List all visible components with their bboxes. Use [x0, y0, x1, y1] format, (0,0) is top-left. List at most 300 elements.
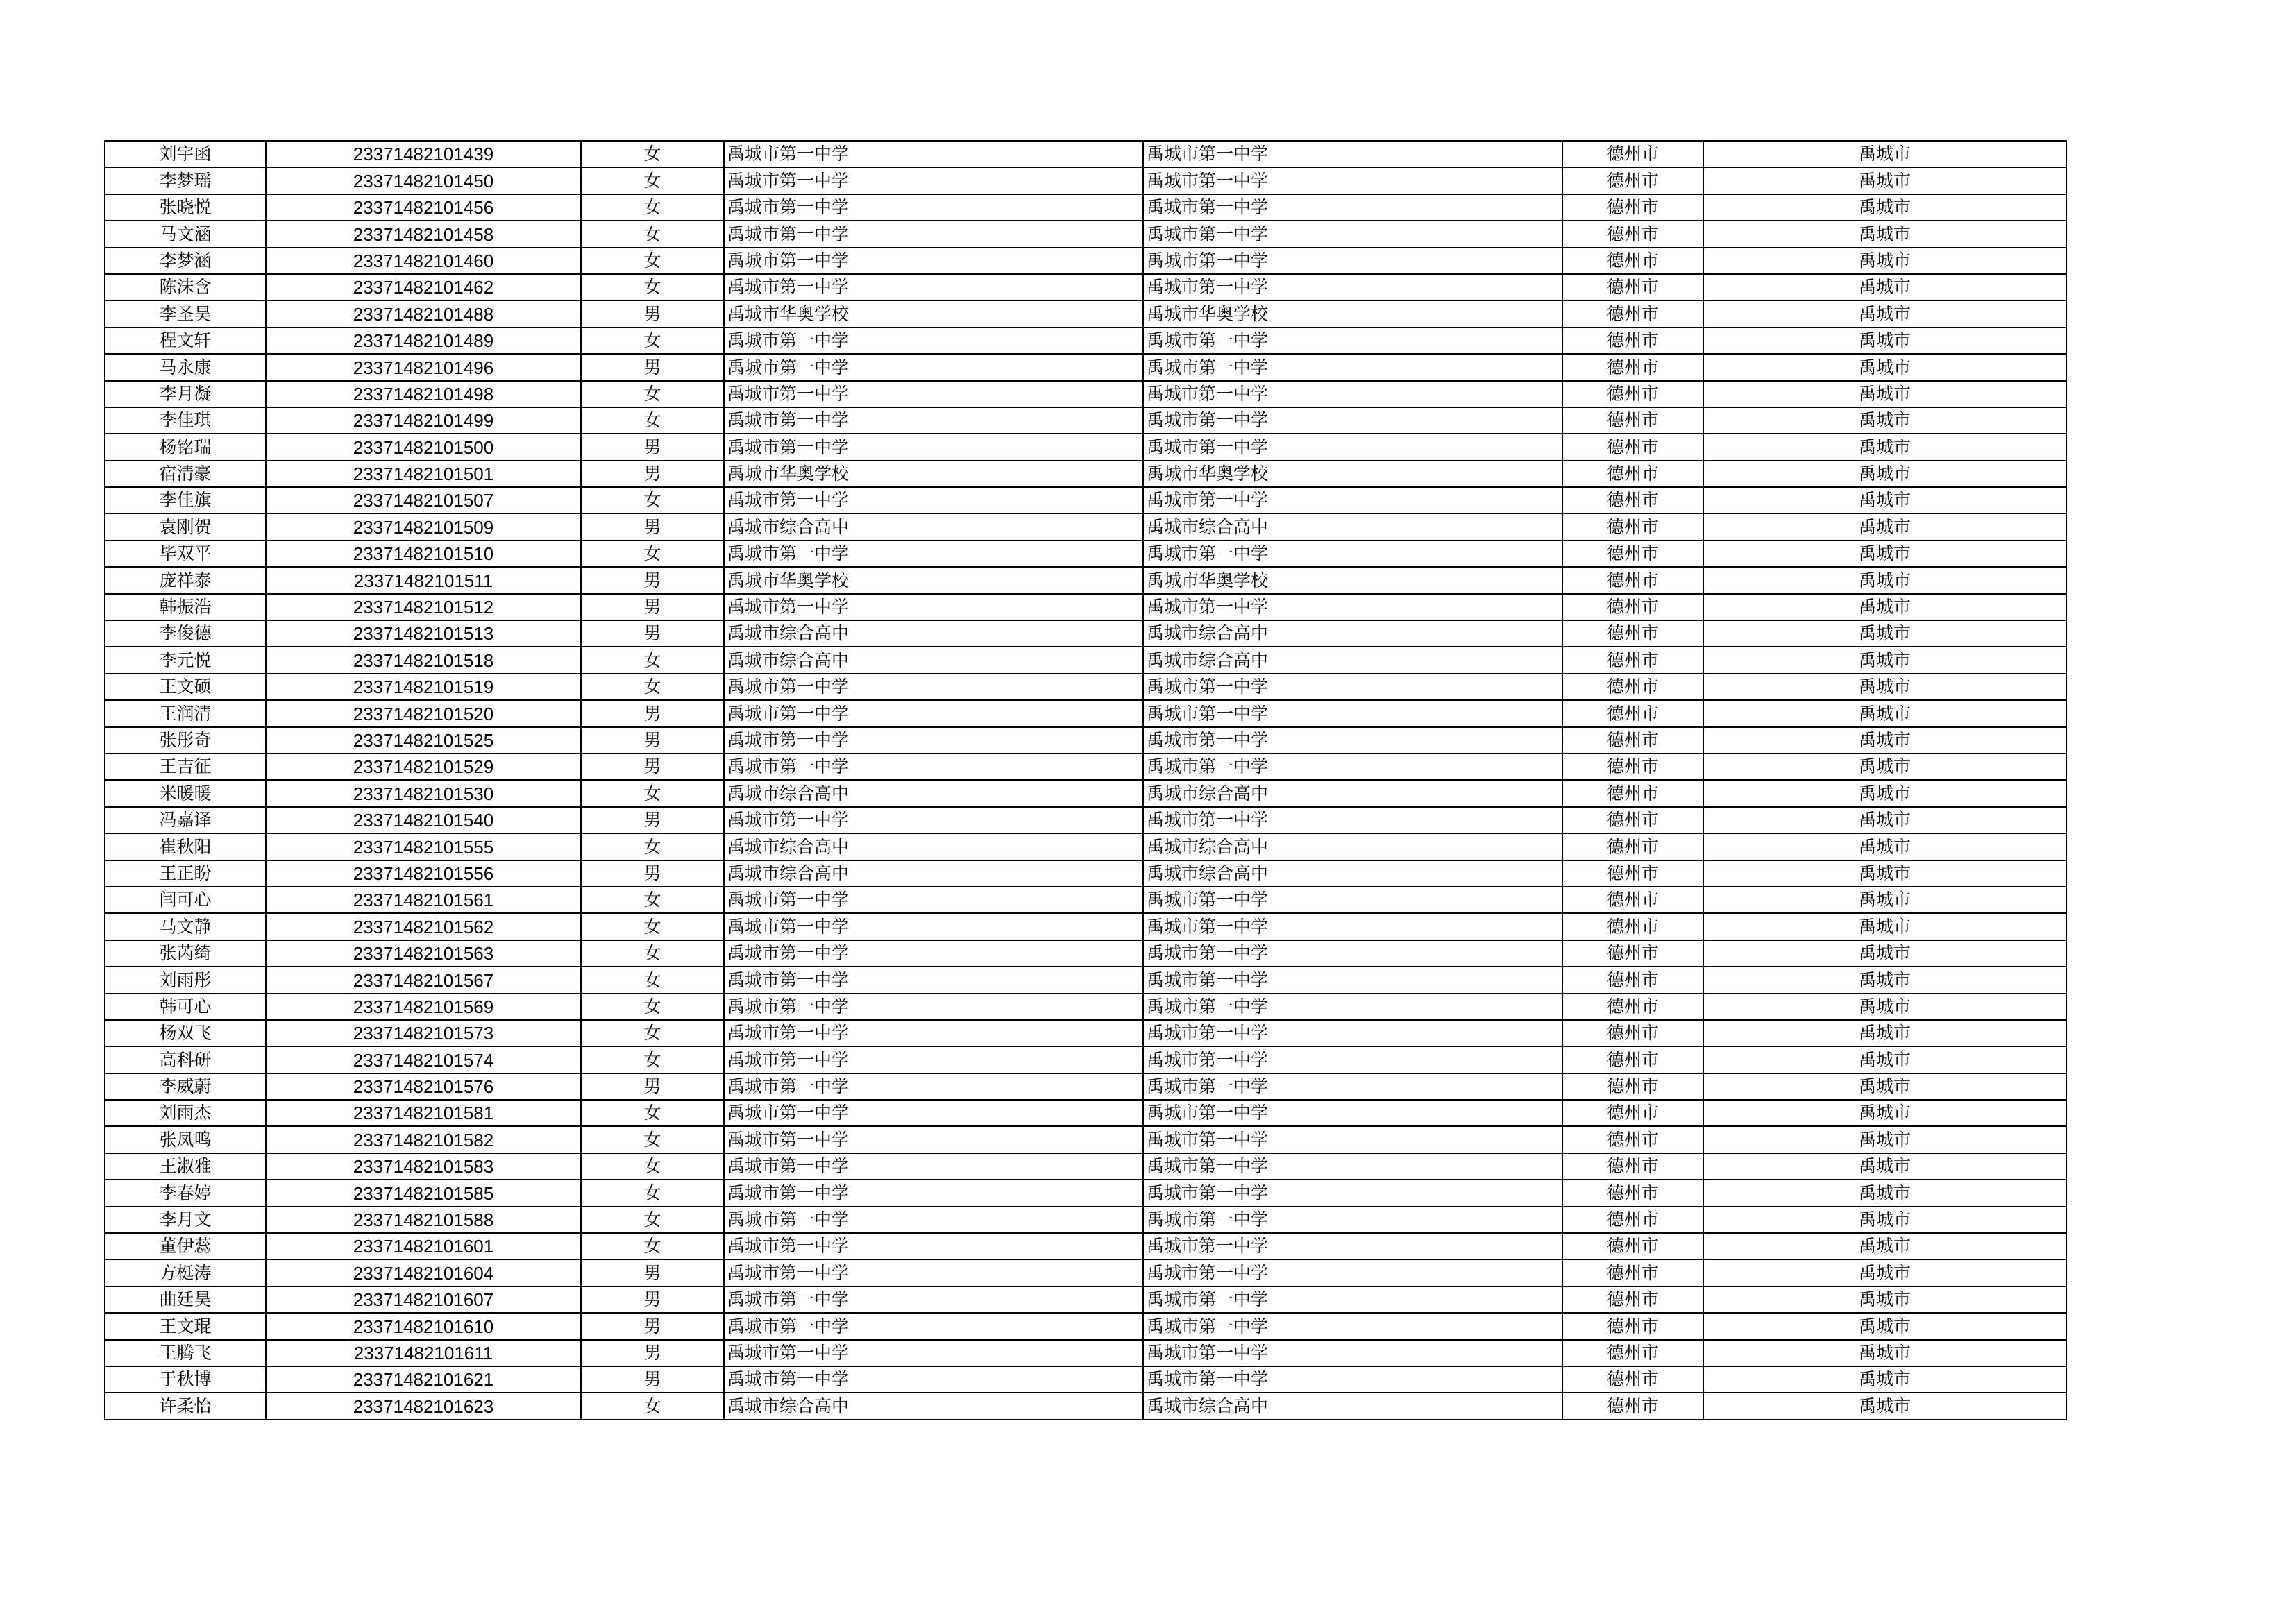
county-cell: 禹城市 — [1703, 674, 2066, 700]
exam-number-cell: 23371482101458 — [266, 221, 581, 247]
gender-cell: 女 — [581, 1126, 724, 1153]
city-cell: 德州市 — [1562, 1259, 1703, 1286]
table-row — [105, 620, 2066, 647]
city-cell: 德州市 — [1562, 594, 1703, 620]
table-row — [105, 994, 2066, 1020]
school-cell: 禹城市第一中学 — [724, 913, 1143, 940]
school-cell-secondary: 禹城市第一中学 — [1143, 328, 1562, 354]
exam-number-cell: 23371482101588 — [266, 1207, 581, 1233]
school-cell: 禹城市第一中学 — [724, 1366, 1143, 1393]
student-name-cell: 王吉征 — [105, 754, 266, 780]
student-name-cell: 高科研 — [105, 1046, 266, 1073]
school-cell: 禹城市综合高中 — [724, 833, 1143, 860]
county-cell: 禹城市 — [1703, 754, 2066, 780]
school-cell: 禹城市第一中学 — [724, 141, 1143, 167]
gender-cell: 女 — [581, 833, 724, 860]
county-cell: 禹城市 — [1703, 1233, 2066, 1259]
gender-cell: 女 — [581, 647, 724, 673]
table-row — [105, 1366, 2066, 1393]
county-cell: 禹城市 — [1703, 141, 2066, 167]
school-cell-secondary: 禹城市第一中学 — [1143, 727, 1562, 754]
table-row — [105, 141, 2066, 167]
county-cell: 禹城市 — [1703, 1073, 2066, 1100]
city-cell: 德州市 — [1562, 1046, 1703, 1073]
gender-cell: 女 — [581, 994, 724, 1020]
table-row — [105, 1020, 2066, 1046]
county-cell: 禹城市 — [1703, 248, 2066, 274]
county-cell: 禹城市 — [1703, 328, 2066, 354]
school-cell-secondary: 禹城市第一中学 — [1143, 221, 1562, 247]
school-cell: 禹城市第一中学 — [724, 1233, 1143, 1259]
exam-number-cell: 23371482101460 — [266, 248, 581, 274]
student-name-cell: 李佳旗 — [105, 487, 266, 513]
exam-number-cell: 23371482101498 — [266, 381, 581, 407]
gender-cell: 男 — [581, 1073, 724, 1100]
gender-cell: 女 — [581, 940, 724, 967]
city-cell: 德州市 — [1562, 940, 1703, 967]
exam-number-cell: 23371482101562 — [266, 913, 581, 940]
table-row — [105, 700, 2066, 726]
county-cell: 禹城市 — [1703, 807, 2066, 833]
city-cell: 德州市 — [1562, 1100, 1703, 1126]
school-cell-secondary: 禹城市第一中学 — [1143, 487, 1562, 513]
exam-number-cell: 23371482101489 — [266, 328, 581, 354]
student-name-cell: 方梃涛 — [105, 1259, 266, 1286]
exam-number-cell: 23371482101601 — [266, 1233, 581, 1259]
table-row — [105, 913, 2066, 940]
gender-cell: 女 — [581, 407, 724, 434]
table-row — [105, 354, 2066, 380]
school-cell-secondary: 禹城市第一中学 — [1143, 354, 1562, 380]
gender-cell: 男 — [581, 620, 724, 647]
table-row — [105, 727, 2066, 754]
gender-cell: 男 — [581, 434, 724, 460]
school-cell-secondary: 禹城市第一中学 — [1143, 1313, 1562, 1339]
gender-cell: 男 — [581, 354, 724, 380]
student-name-cell: 李圣昊 — [105, 300, 266, 327]
school-cell-secondary: 禹城市第一中学 — [1143, 994, 1562, 1020]
exam-number-cell: 23371482101555 — [266, 833, 581, 860]
city-cell: 德州市 — [1562, 1393, 1703, 1419]
school-cell: 禹城市华奥学校 — [724, 567, 1143, 593]
school-cell-secondary: 禹城市综合高中 — [1143, 780, 1562, 806]
table-row — [105, 1046, 2066, 1073]
county-cell: 禹城市 — [1703, 221, 2066, 247]
school-cell-secondary: 禹城市第一中学 — [1143, 1207, 1562, 1233]
city-cell: 德州市 — [1562, 328, 1703, 354]
school-cell-secondary: 禹城市第一中学 — [1143, 167, 1562, 194]
school-cell: 禹城市第一中学 — [724, 354, 1143, 380]
gender-cell: 女 — [581, 1207, 724, 1233]
exam-number-cell: 23371482101488 — [266, 300, 581, 327]
student-name-cell: 李梦涵 — [105, 248, 266, 274]
exam-number-cell: 23371482101510 — [266, 541, 581, 567]
city-cell: 德州市 — [1562, 248, 1703, 274]
county-cell: 禹城市 — [1703, 541, 2066, 567]
student-name-cell: 李月文 — [105, 1207, 266, 1233]
exam-number-cell: 23371482101519 — [266, 674, 581, 700]
table-row — [105, 674, 2066, 700]
city-cell: 德州市 — [1562, 647, 1703, 673]
exam-number-cell: 23371482101604 — [266, 1259, 581, 1286]
county-cell: 禹城市 — [1703, 381, 2066, 407]
exam-number-cell: 23371482101499 — [266, 407, 581, 434]
county-cell: 禹城市 — [1703, 167, 2066, 194]
table-row — [105, 381, 2066, 407]
exam-number-cell: 23371482101496 — [266, 354, 581, 380]
county-cell: 禹城市 — [1703, 1126, 2066, 1153]
exam-number-cell: 23371482101611 — [266, 1340, 581, 1366]
county-cell: 禹城市 — [1703, 1340, 2066, 1366]
city-cell: 德州市 — [1562, 541, 1703, 567]
school-cell-secondary: 禹城市第一中学 — [1143, 381, 1562, 407]
city-cell: 德州市 — [1562, 1207, 1703, 1233]
gender-cell: 女 — [581, 1153, 724, 1180]
school-cell-secondary: 禹城市第一中学 — [1143, 1153, 1562, 1180]
school-cell-secondary: 禹城市第一中学 — [1143, 407, 1562, 434]
table-row — [105, 487, 2066, 513]
table-row — [105, 1393, 2066, 1419]
student-name-cell: 王润清 — [105, 700, 266, 726]
student-name-cell: 曲廷昊 — [105, 1286, 266, 1313]
city-cell: 德州市 — [1562, 1020, 1703, 1046]
exam-number-cell: 23371482101556 — [266, 860, 581, 887]
exam-number-cell: 23371482101607 — [266, 1286, 581, 1313]
school-cell-secondary: 禹城市第一中学 — [1143, 541, 1562, 567]
city-cell: 德州市 — [1562, 994, 1703, 1020]
student-name-cell: 李威蔚 — [105, 1073, 266, 1100]
city-cell: 德州市 — [1562, 833, 1703, 860]
county-cell: 禹城市 — [1703, 1286, 2066, 1313]
school-cell: 禹城市第一中学 — [724, 434, 1143, 460]
county-cell: 禹城市 — [1703, 274, 2066, 300]
school-cell: 禹城市第一中学 — [724, 1153, 1143, 1180]
city-cell: 德州市 — [1562, 1233, 1703, 1259]
school-cell-secondary: 禹城市第一中学 — [1143, 1020, 1562, 1046]
city-cell: 德州市 — [1562, 1153, 1703, 1180]
table-row — [105, 1153, 2066, 1180]
city-cell: 德州市 — [1562, 1366, 1703, 1393]
exam-number-cell: 23371482101583 — [266, 1153, 581, 1180]
school-cell-secondary: 禹城市第一中学 — [1143, 1340, 1562, 1366]
county-cell: 禹城市 — [1703, 1313, 2066, 1339]
student-name-cell: 张芮绮 — [105, 940, 266, 967]
exam-number-cell: 23371482101530 — [266, 780, 581, 806]
city-cell: 德州市 — [1562, 1286, 1703, 1313]
exam-number-cell: 23371482101582 — [266, 1126, 581, 1153]
gender-cell: 女 — [581, 487, 724, 513]
school-cell-secondary: 禹城市第一中学 — [1143, 1233, 1562, 1259]
student-name-cell: 杨双飞 — [105, 1020, 266, 1046]
city-cell: 德州市 — [1562, 967, 1703, 993]
school-cell-secondary: 禹城市综合高中 — [1143, 833, 1562, 860]
county-cell: 禹城市 — [1703, 1207, 2066, 1233]
school-cell-secondary: 禹城市第一中学 — [1143, 248, 1562, 274]
student-name-cell: 张晓悦 — [105, 194, 266, 221]
school-cell-secondary: 禹城市华奥学校 — [1143, 461, 1562, 487]
city-cell: 德州市 — [1562, 300, 1703, 327]
school-cell-secondary: 禹城市第一中学 — [1143, 594, 1562, 620]
city-cell: 德州市 — [1562, 141, 1703, 167]
county-cell: 禹城市 — [1703, 1020, 2066, 1046]
gender-cell: 男 — [581, 461, 724, 487]
exam-number-cell: 23371482101574 — [266, 1046, 581, 1073]
county-cell: 禹城市 — [1703, 1366, 2066, 1393]
student-name-cell: 李俊德 — [105, 620, 266, 647]
school-cell: 禹城市第一中学 — [724, 1340, 1143, 1366]
school-cell-secondary: 禹城市第一中学 — [1143, 1180, 1562, 1206]
student-name-cell: 许柔怡 — [105, 1393, 266, 1419]
gender-cell: 男 — [581, 594, 724, 620]
student-name-cell: 王正盼 — [105, 860, 266, 887]
gender-cell: 男 — [581, 1340, 724, 1366]
exam-number-cell: 23371482101621 — [266, 1366, 581, 1393]
student-name-cell: 韩可心 — [105, 994, 266, 1020]
exam-number-cell: 23371482101509 — [266, 513, 581, 540]
school-cell-secondary: 禹城市综合高中 — [1143, 620, 1562, 647]
gender-cell: 女 — [581, 1393, 724, 1419]
gender-cell: 女 — [581, 381, 724, 407]
gender-cell: 女 — [581, 194, 724, 221]
county-cell: 禹城市 — [1703, 300, 2066, 327]
exam-number-cell: 23371482101501 — [266, 461, 581, 487]
gender-cell: 男 — [581, 567, 724, 593]
city-cell: 德州市 — [1562, 381, 1703, 407]
gender-cell: 女 — [581, 541, 724, 567]
student-name-cell: 刘雨杰 — [105, 1100, 266, 1126]
student-name-cell: 王腾飞 — [105, 1340, 266, 1366]
student-name-cell: 杨铭瑞 — [105, 434, 266, 460]
school-cell-secondary: 禹城市第一中学 — [1143, 1100, 1562, 1126]
student-name-cell: 庞祥泰 — [105, 567, 266, 593]
school-cell: 禹城市综合高中 — [724, 1393, 1143, 1419]
table-row — [105, 887, 2066, 913]
table-row — [105, 754, 2066, 780]
school-cell: 禹城市第一中学 — [724, 1259, 1143, 1286]
school-cell: 禹城市第一中学 — [724, 407, 1143, 434]
county-cell: 禹城市 — [1703, 620, 2066, 647]
student-name-cell: 王文硕 — [105, 674, 266, 700]
student-name-cell: 李春婷 — [105, 1180, 266, 1206]
county-cell: 禹城市 — [1703, 860, 2066, 887]
student-name-cell: 程文轩 — [105, 328, 266, 354]
table-body — [105, 141, 2066, 1420]
exam-number-cell: 23371482101573 — [266, 1020, 581, 1046]
city-cell: 德州市 — [1562, 221, 1703, 247]
county-cell: 禹城市 — [1703, 833, 2066, 860]
exam-number-cell: 23371482101610 — [266, 1313, 581, 1339]
gender-cell: 女 — [581, 167, 724, 194]
gender-cell: 男 — [581, 754, 724, 780]
school-cell: 禹城市综合高中 — [724, 513, 1143, 540]
school-cell: 禹城市第一中学 — [724, 248, 1143, 274]
city-cell: 德州市 — [1562, 1180, 1703, 1206]
county-cell: 禹城市 — [1703, 434, 2066, 460]
exam-number-cell: 23371482101513 — [266, 620, 581, 647]
student-name-cell: 李梦瑶 — [105, 167, 266, 194]
gender-cell: 女 — [581, 1180, 724, 1206]
school-cell: 禹城市华奥学校 — [724, 300, 1143, 327]
county-cell: 禹城市 — [1703, 1100, 2066, 1126]
table-row — [105, 1259, 2066, 1286]
table-row — [105, 434, 2066, 460]
table-row — [105, 194, 2066, 221]
table-row — [105, 860, 2066, 887]
student-name-cell: 张凤鸣 — [105, 1126, 266, 1153]
table-row — [105, 248, 2066, 274]
student-name-cell: 米暖暖 — [105, 780, 266, 806]
student-name-cell: 董伊蕊 — [105, 1233, 266, 1259]
city-cell: 德州市 — [1562, 620, 1703, 647]
table-row — [105, 940, 2066, 967]
table-row — [105, 461, 2066, 487]
city-cell: 德州市 — [1562, 194, 1703, 221]
gender-cell: 女 — [581, 913, 724, 940]
school-cell-secondary: 禹城市华奥学校 — [1143, 567, 1562, 593]
gender-cell: 男 — [581, 807, 724, 833]
student-name-cell: 韩振浩 — [105, 594, 266, 620]
exam-number-cell: 23371482101569 — [266, 994, 581, 1020]
exam-number-cell: 23371482101520 — [266, 700, 581, 726]
gender-cell: 女 — [581, 1100, 724, 1126]
school-cell-secondary: 禹城市第一中学 — [1143, 194, 1562, 221]
table-row — [105, 807, 2066, 833]
school-cell-secondary: 禹城市第一中学 — [1143, 434, 1562, 460]
county-cell: 禹城市 — [1703, 1393, 2066, 1419]
city-cell: 德州市 — [1562, 354, 1703, 380]
gender-cell: 男 — [581, 1313, 724, 1339]
student-name-cell: 李元悦 — [105, 647, 266, 673]
school-cell: 禹城市第一中学 — [724, 887, 1143, 913]
table-row — [105, 780, 2066, 806]
county-cell: 禹城市 — [1703, 513, 2066, 540]
school-cell: 禹城市华奥学校 — [724, 461, 1143, 487]
student-name-cell: 马文涵 — [105, 221, 266, 247]
city-cell: 德州市 — [1562, 727, 1703, 754]
school-cell-secondary: 禹城市综合高中 — [1143, 647, 1562, 673]
gender-cell: 男 — [581, 1366, 724, 1393]
table-row — [105, 594, 2066, 620]
school-cell: 禹城市第一中学 — [724, 541, 1143, 567]
school-cell-secondary: 禹城市第一中学 — [1143, 700, 1562, 726]
school-cell: 禹城市综合高中 — [724, 780, 1143, 806]
school-cell: 禹城市第一中学 — [724, 727, 1143, 754]
city-cell: 德州市 — [1562, 1313, 1703, 1339]
county-cell: 禹城市 — [1703, 194, 2066, 221]
city-cell: 德州市 — [1562, 407, 1703, 434]
city-cell: 德州市 — [1562, 513, 1703, 540]
gender-cell: 男 — [581, 300, 724, 327]
city-cell: 德州市 — [1562, 674, 1703, 700]
school-cell: 禹城市第一中学 — [724, 994, 1143, 1020]
table-row — [105, 833, 2066, 860]
city-cell: 德州市 — [1562, 887, 1703, 913]
city-cell: 德州市 — [1562, 700, 1703, 726]
county-cell: 禹城市 — [1703, 913, 2066, 940]
county-cell: 禹城市 — [1703, 967, 2066, 993]
exam-number-cell: 23371482101540 — [266, 807, 581, 833]
school-cell: 禹城市第一中学 — [724, 594, 1143, 620]
student-name-cell: 崔秋阳 — [105, 833, 266, 860]
school-cell: 禹城市第一中学 — [724, 807, 1143, 833]
county-cell: 禹城市 — [1703, 780, 2066, 806]
student-name-cell: 马文静 — [105, 913, 266, 940]
county-cell: 禹城市 — [1703, 1153, 2066, 1180]
county-cell: 禹城市 — [1703, 994, 2066, 1020]
student-name-cell: 于秋博 — [105, 1366, 266, 1393]
school-cell: 禹城市第一中学 — [724, 940, 1143, 967]
city-cell: 德州市 — [1562, 567, 1703, 593]
exam-number-cell: 23371482101450 — [266, 167, 581, 194]
student-name-cell: 冯嘉译 — [105, 807, 266, 833]
table-row — [105, 567, 2066, 593]
school-cell-secondary: 禹城市第一中学 — [1143, 807, 1562, 833]
school-cell: 禹城市第一中学 — [724, 1126, 1143, 1153]
student-name-cell: 王淑雅 — [105, 1153, 266, 1180]
school-cell: 禹城市第一中学 — [724, 487, 1143, 513]
school-cell: 禹城市综合高中 — [724, 860, 1143, 887]
exam-number-cell: 23371482101561 — [266, 887, 581, 913]
table-row — [105, 167, 2066, 194]
student-name-cell: 马永康 — [105, 354, 266, 380]
gender-cell: 男 — [581, 727, 724, 754]
city-cell: 德州市 — [1562, 807, 1703, 833]
county-cell: 禹城市 — [1703, 700, 2066, 726]
table-row — [105, 1286, 2066, 1313]
table-row — [105, 1100, 2066, 1126]
exam-number-cell: 23371482101518 — [266, 647, 581, 673]
school-cell: 禹城市第一中学 — [724, 381, 1143, 407]
student-name-cell: 李佳琪 — [105, 407, 266, 434]
city-cell: 德州市 — [1562, 780, 1703, 806]
school-cell: 禹城市第一中学 — [724, 194, 1143, 221]
student-name-cell: 刘雨彤 — [105, 967, 266, 993]
table-row — [105, 1313, 2066, 1339]
gender-cell: 女 — [581, 780, 724, 806]
exam-number-cell: 23371482101511 — [266, 567, 581, 593]
table-row — [105, 1126, 2066, 1153]
gender-cell: 男 — [581, 1259, 724, 1286]
school-cell: 禹城市第一中学 — [724, 1046, 1143, 1073]
school-cell-secondary: 禹城市第一中学 — [1143, 940, 1562, 967]
table-row — [105, 1233, 2066, 1259]
student-name-cell: 张彤奇 — [105, 727, 266, 754]
exam-number-cell: 23371482101456 — [266, 194, 581, 221]
table-row — [105, 221, 2066, 247]
gender-cell: 女 — [581, 887, 724, 913]
city-cell: 德州市 — [1562, 487, 1703, 513]
exam-number-cell: 23371482101581 — [266, 1100, 581, 1126]
gender-cell: 女 — [581, 1046, 724, 1073]
table-row — [105, 513, 2066, 540]
school-cell: 禹城市第一中学 — [724, 967, 1143, 993]
county-cell: 禹城市 — [1703, 594, 2066, 620]
school-cell-secondary: 禹城市综合高中 — [1143, 1393, 1562, 1419]
school-cell-secondary: 禹城市综合高中 — [1143, 860, 1562, 887]
school-cell: 禹城市第一中学 — [724, 1313, 1143, 1339]
student-name-cell: 李月凝 — [105, 381, 266, 407]
gender-cell: 女 — [581, 674, 724, 700]
table-row — [105, 647, 2066, 673]
county-cell: 禹城市 — [1703, 647, 2066, 673]
exam-number-cell: 23371482101563 — [266, 940, 581, 967]
city-cell: 德州市 — [1562, 461, 1703, 487]
student-roster-table — [104, 140, 2067, 1420]
table-row — [105, 328, 2066, 354]
county-cell: 禹城市 — [1703, 887, 2066, 913]
student-name-cell: 闫可心 — [105, 887, 266, 913]
school-cell: 禹城市第一中学 — [724, 700, 1143, 726]
